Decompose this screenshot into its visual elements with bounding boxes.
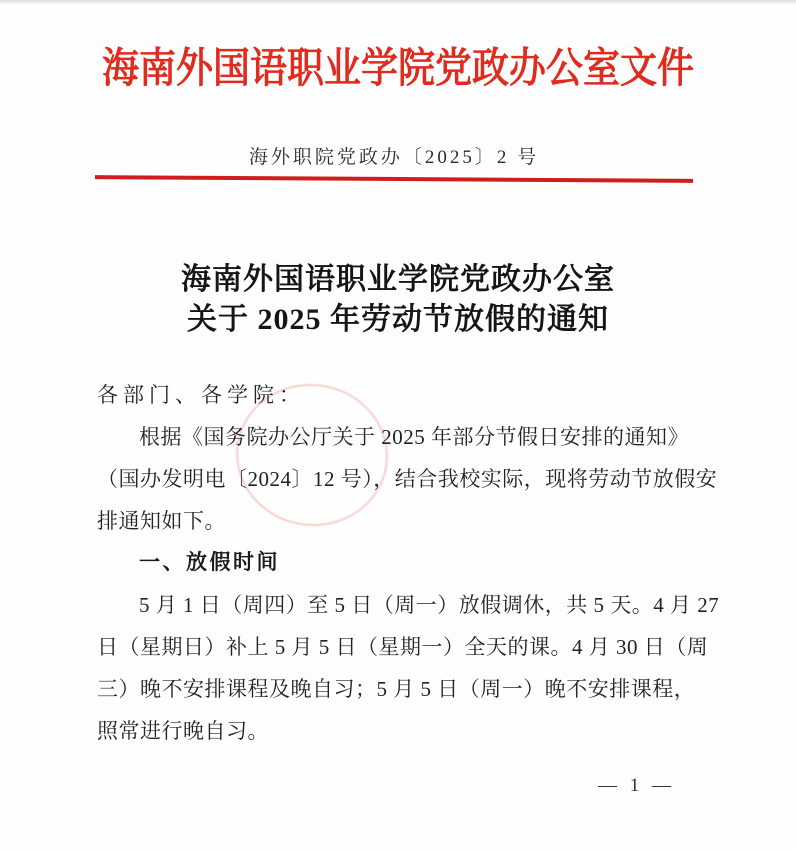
paragraph2-line-1: 5 月 1 日（周四）至 5 日（周一）放假调休，共 5 天。4 月 27 (139, 593, 720, 617)
document-body (97, 374, 720, 752)
paragraph2-line-2: 日（星期日）补上 5 月 5 日（星期一）全天的课。4 月 30 日（周 (97, 635, 709, 659)
scan-edge-shadow (0, 0, 796, 5)
paragraph1-line-3: 排通知如下。 (97, 509, 226, 533)
letterhead-org-title: 海南外国语职业学院党政办公室文件 (102, 46, 694, 93)
salutation: 各部门、各学院： (97, 383, 305, 407)
red-separator-rule (95, 175, 693, 183)
document-title-line-2: 关于 2025 年劳动节放假的通知 (187, 303, 609, 336)
document-title-line-1: 海南外国语职业学院党政办公室 (181, 263, 615, 296)
document-reference-number: 海外职院党政办〔2025〕2 号 (248, 147, 540, 168)
paragraph1-line-2: （国办发明电〔2024〕12 号），结合我校实际，现将劳动节放假安 (97, 467, 718, 491)
section-heading-holiday-time: 一、放假时间 (139, 551, 280, 574)
paragraph2-line-4: 照常进行晚自习。 (97, 719, 269, 743)
paragraph2-line-3: 三）晚不安排课程及晚自习；5 月 5 日（周一）晚不安排课程， (97, 677, 696, 701)
paragraph1-line-1: 根据《国务院办公厅关于 2025 年部分节假日安排的通知》 (139, 425, 689, 449)
document-title (0, 260, 796, 340)
page-number: — 1 — (598, 775, 675, 796)
